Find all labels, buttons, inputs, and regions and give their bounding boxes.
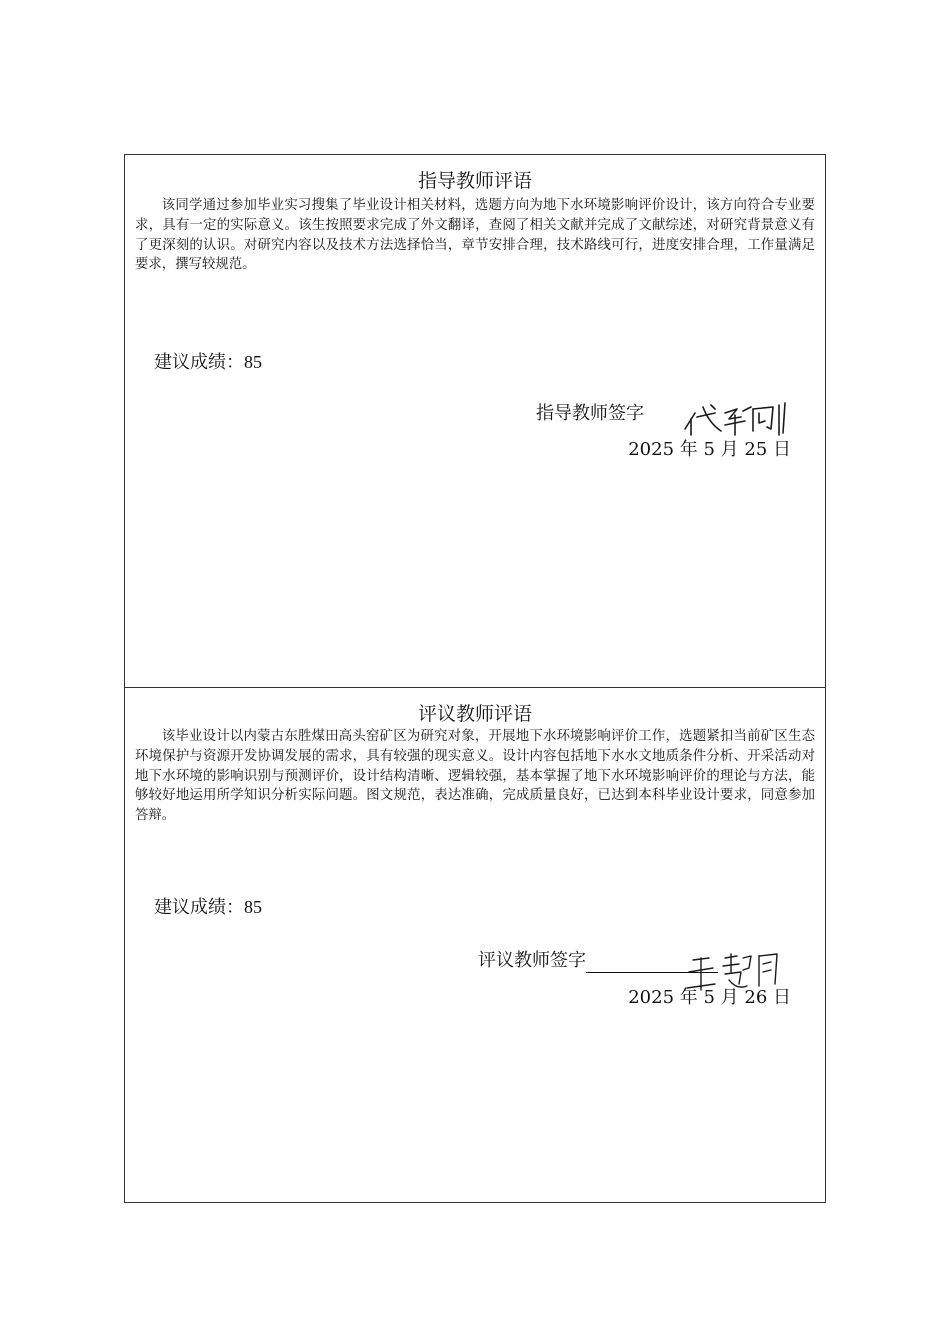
advisor-section-title: 指导教师评语 [417,170,532,192]
reviewer-sign-line [478,949,718,973]
reviewer-signature-blank [586,952,718,973]
reviewer-sign-label: 评议教师签字 [478,950,586,971]
advisor-sign-date: 2025 年 5 月 25 日 [628,439,791,460]
reviewer-comment-section [125,687,825,1202]
reviewer-sign-date: 2025 年 5 月 26 日 [628,987,791,1008]
evaluation-form-table [124,154,826,1203]
reviewer-section-title: 评议教师评语 [417,703,532,725]
reviewer-grade [154,895,262,920]
advisor-comment-text: 该同学通过参加毕业实习搜集了毕业设计相关材料，选题方向为地下水环境影响评价设计，该方向符合专业要求，具有一定的实际意义。该生按照要求完成了外文翻译，查阅了相关文献并完成了文献综述，对研究背景意义有了更深刻的认识。对研究内容以及技术方法选择恰当，章节安排合理，技术路线可行，进度安排合理，工作量满足要求，撰写较规范。 [135,198,815,273]
advisor-grade-label: 建议成绩： [154,352,244,373]
advisor-comment-section [125,155,825,687]
advisor-grade [154,350,262,375]
reviewer-grade-value: 85 [244,897,262,917]
advisor-handwritten-signature [681,399,801,441]
reviewer-comment-text: 该毕业设计以内蒙古东胜煤田高头窑矿区为研究对象，开展地下水环境影响评价工作，选题紧扣当前矿区生态环境保护与资源开发协调发展的需求，具有较强的现实意义。设计内容包括地下水水文地质条件分析、开采活动对地下水环境的影响识别与预测评价，设计结构清晰、逻辑较强，基本掌握了地下水环境影响评价的理论与方法，能够较好地运用所学知识分析实际问题。图文规范，表达准确，完成质量良好，已达到本科毕业设计要求，同意参加答辩。 [135,729,815,824]
advisor-sign-label: 指导教师签字 [536,403,644,424]
advisor-grade-value: 85 [244,352,262,372]
reviewer-grade-label: 建议成绩： [154,897,244,918]
